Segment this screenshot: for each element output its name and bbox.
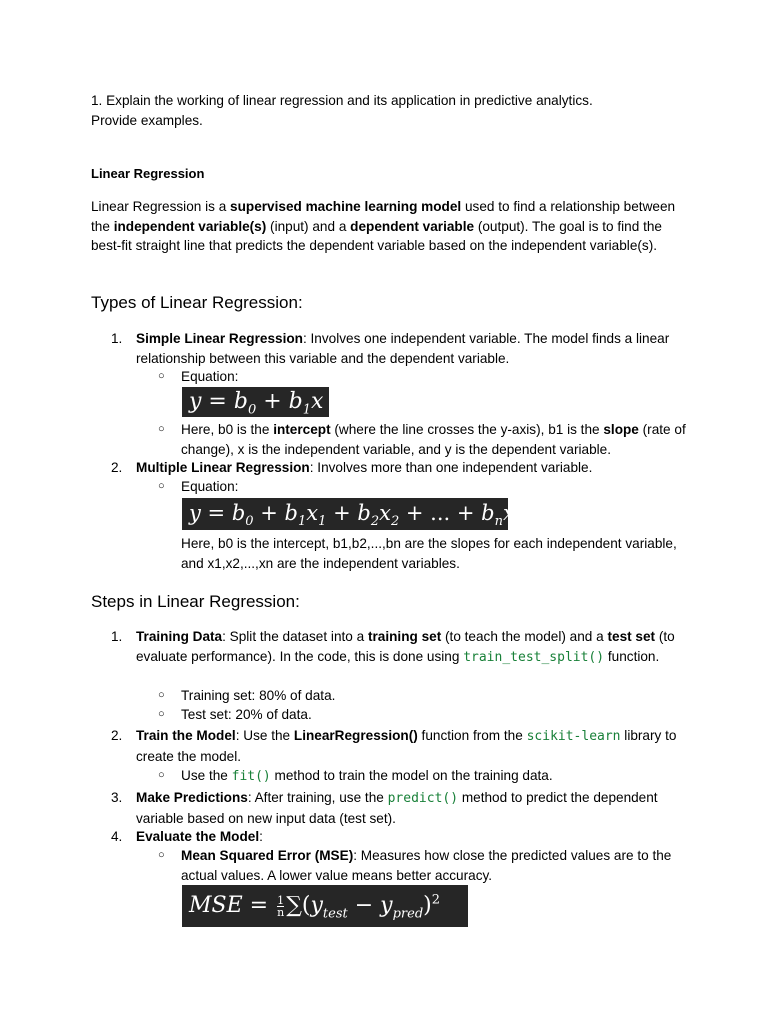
step-1-text-3: (to evaluate performance). In the code, this is done using: [136, 629, 675, 664]
step-3-number: 3.: [111, 790, 123, 805]
step-2-text-1: : Use the: [235, 728, 294, 743]
type-1-note-text-2: (where the line crosses the y-axis), b1 is the: [330, 422, 604, 437]
type-1-equation-label: Equation:: [181, 369, 239, 384]
step-1-title: Training Data: [136, 629, 223, 644]
step-1-sub-1: Training set: 80% of data.: [181, 688, 336, 703]
type-1-note-bold-1: intercept: [273, 422, 331, 437]
step-4-text-1: :: [259, 829, 263, 844]
section-heading-linear-regression: Linear Regression: [91, 166, 205, 181]
step-4-sub-title: Mean Squared Error (MSE): [181, 848, 354, 863]
step-1-bold-1: training set: [367, 629, 442, 644]
steps-heading: Steps in Linear Regression:: [91, 592, 300, 611]
step-3-text-1: : After training, use the: [247, 790, 388, 805]
step-1-text: [136, 627, 686, 668]
step-4-text: [136, 827, 686, 847]
step-3-text-2: method to predict the dependent variable based on new input data (test set).: [136, 790, 658, 826]
step-2-bold-1: LinearRegression(): [293, 728, 418, 743]
intro-bold-3: dependent variable: [350, 218, 475, 234]
step-1-text-2: (to teach the model) and a: [441, 629, 608, 644]
step-2-sub: [181, 766, 686, 787]
intro-bold-1: supervised machine learning model: [230, 199, 462, 214]
type-2-title: Multiple Linear Regression: [136, 460, 310, 475]
intro-text-3: (input) and a: [266, 218, 351, 234]
bullet: ○: [158, 689, 165, 701]
step-1-text-1: : Split the dataset into a: [222, 629, 368, 644]
equation-mse: MSE = $\frac{1}{n}$ $\sum(y_{test} - y_{pred})^2$: [182, 885, 468, 927]
type-1-desc: : Involves one independent variable. The model finds a linear relationship between this variable and the dependent variable.: [136, 331, 670, 366]
step-4-number: 4.: [111, 829, 123, 844]
type-2-desc: : Involves more than one independent variable.: [309, 460, 593, 475]
step-2-text-2: function from the: [417, 728, 527, 743]
step-2-sub-text-2: method to train the model on the training data.: [270, 768, 553, 783]
bullet: ○: [158, 708, 165, 720]
bullet: ○: [158, 423, 165, 435]
step-4-sub: [181, 846, 686, 885]
equation-multiple: $y = b_0 + b_1x_1 + b_2x_2$ + ... + $b_nx_n$: [182, 498, 508, 530]
bullet: ○: [158, 769, 165, 781]
type-2-note: Here, b0 is the intercept, b1,b2,...,bn are the slopes for each independent variable, and x1,x2,...,xn are the independent variables.: [181, 536, 677, 571]
step-1-text-4: function.: [604, 649, 660, 664]
equation-simple: $y = b_0 + b_1x$: [182, 387, 329, 417]
step-4-title: Evaluate the Model: [136, 829, 260, 844]
step-1-code: train_test_split(): [463, 650, 605, 665]
step-3-text: [136, 788, 686, 829]
type-1-note: [181, 420, 686, 459]
question: [91, 91, 691, 130]
type-1-number: 1.: [111, 331, 123, 346]
intro-text-1: Linear Regression is a: [91, 199, 231, 214]
step-2-sub-code: fit(): [231, 769, 271, 784]
step-2-text: [136, 726, 686, 767]
step-4-sub-text: : Measures how close the predicted values are to the actual values. A lower value means better accuracy.: [181, 848, 672, 883]
question-line-1: 1. Explain the working of linear regression and its application in predictive analytics.: [91, 93, 593, 108]
type-1-note-bold-2: slope: [603, 422, 639, 437]
step-1-sub-2: Test set: 20% of data.: [181, 707, 312, 722]
intro-paragraph: [91, 197, 686, 256]
step-2-title: Train the Model: [136, 728, 236, 743]
step-1-bold-2: test set: [607, 629, 656, 644]
type-1-text: [136, 329, 686, 368]
intro-text-4: (output). The goal is to find the best-fit straight line that predicts the dependent variable based on the independent variable(s).: [91, 218, 662, 253]
type-1-note-text-3: (rate of change), x is the independent variable, and y is the dependent variable.: [181, 422, 686, 457]
bullet: ○: [158, 480, 165, 492]
step-2-code: scikit-learn: [526, 729, 621, 744]
types-heading: Types of Linear Regression:: [91, 293, 303, 312]
intro-bold-2: independent variable(s): [113, 218, 267, 234]
step-2-text-3: library to create the model.: [136, 728, 677, 764]
intro-text-2: used to find a relationship between the: [91, 199, 676, 234]
question-line-2: Provide examples.: [91, 112, 203, 128]
step-2-sub-text-1: Use the: [181, 768, 232, 783]
type-1-note-text-1: Here, b0 is the: [181, 422, 274, 437]
type-1-title: Simple Linear Regression: [136, 331, 303, 346]
step-3-code: predict(): [387, 791, 459, 806]
type-2-number: 2.: [111, 460, 123, 475]
bullet: ○: [158, 370, 165, 382]
type-2-text: [136, 458, 686, 478]
step-1-number: 1.: [111, 629, 123, 644]
step-2-number: 2.: [111, 728, 123, 743]
type-2-equation-label: Equation:: [181, 479, 239, 494]
bullet: ○: [158, 849, 165, 861]
step-3-title: Make Predictions: [136, 790, 248, 805]
